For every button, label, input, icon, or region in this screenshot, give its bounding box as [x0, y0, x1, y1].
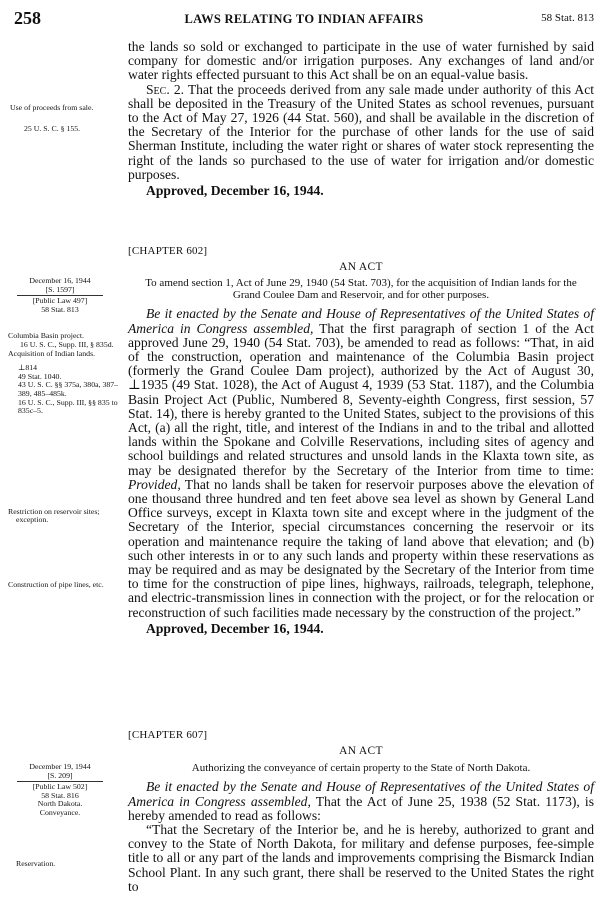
page-number: 258	[14, 8, 41, 28]
margin-note: Construction of pipe lines, etc.	[8, 579, 104, 589]
margin-citation: 16 U. S. C., Supp. III, §§ 835 to 835c–5.	[18, 397, 118, 416]
running-header	[14, 8, 594, 28]
enacting-clause: Be it enacted by the Senate and House of Representatives of the United States of America in Congress assembled,	[128, 306, 594, 336]
margin-note: Conveyance.	[39, 807, 81, 817]
running-title: LAWS RELATING TO INDIAN AFFAIRS	[184, 12, 424, 26]
margin-bill: [S. 209]	[47, 770, 73, 780]
enacting-text: That the Act of June 25, 1938 (52 Stat. 1173), is hereby amended to read as follows:	[128, 793, 594, 823]
act-heading: AN ACT	[339, 261, 383, 274]
margin-note: North Dakota.	[37, 799, 83, 809]
margin-notes-sec2	[0, 104, 120, 133]
section-2-block	[128, 40, 594, 198]
margin-note: Restriction on reservoir sites; exception.	[8, 506, 100, 525]
chapter-602	[128, 244, 594, 636]
margin-citation: 16 U. S. C., Supp. III, § 835d.	[20, 339, 114, 349]
margin-date: December 19, 1944	[29, 762, 91, 771]
stat-reference: 58 Stat. 813	[541, 12, 594, 24]
margin-public-law: [Public Law 502]	[32, 782, 88, 792]
act-purpose: To amend section 1, Act of June 29, 1940 (54 Stat. 703), for the acquisition of Indian lands for the Grand Coulee Dam and Reservoir, and for other purposes.	[145, 277, 577, 302]
margin-citation: 43 U. S. C. §§ 375a, 380a, 387–389, 485–485k.	[18, 380, 119, 398]
paragraph-continuation: the lands so sold or exchanged to participate in the use of water furnished by said company for domestic and/or irrigation purposes. Any exchanges of land and/or water rights effected pursuant to this Act shall be on an equal-value basis.	[128, 39, 594, 83]
amended-text-paragraph: “That the Secretary of the Interior be, and he is hereby, authorized to grant and convey to the State of North Dakota, for military and defense purposes, fee-simple title to all or any part of the lands and improvements comprising the Bismarck Indian School Plant. In any such grant, there shall be reserved to the United States the right to	[128, 822, 594, 894]
enacting-text-part2: That no lands shall be taken for reservoir purposes above the elevation of one thousand three hundred and ten feet above sea level as shown by General Land Office surveys, except in Klaxta town site and except where in the judgment of the Secretary of the Interior, special circumstances concerning the reservoir or its operation and maintenance require the taking of land above that elevation; and (b) such other interests in or to any such lands and property within these reservations as may be required and as may be designated by the Secretary of the Interior from time to time for the construction of pipe lines, highways, railroads, telegraph, telephone, and electric-transmission lines in connection with the project, or for the relocation or reconstruction of such facilities made necessary by the construction of the project.”	[128, 476, 594, 620]
margin-citation: 25 U. S. C. § 155.	[24, 123, 81, 133]
proviso-word: Provided,	[128, 476, 181, 492]
enacting-paragraph	[128, 307, 594, 619]
approval-line: Approved, December 16, 1944.	[146, 183, 324, 199]
section-2-paragraph	[128, 83, 594, 182]
margin-note: Reservation.	[16, 858, 56, 868]
section-label: Sec. 2.	[146, 81, 185, 97]
margin-notes-607	[0, 763, 120, 868]
margin-note: Acquisition of Indian lands.	[8, 348, 96, 358]
act-heading: AN ACT	[339, 745, 383, 758]
margin-notes-602	[0, 277, 120, 590]
margin-public-law: [Public Law 497]	[32, 296, 88, 306]
chapter-heading: [CHAPTER 602]	[128, 245, 208, 257]
chapter-607	[128, 728, 594, 894]
margin-date: December 16, 1944	[29, 276, 91, 285]
section-2-text: That the proceeds derived from any sale made under authority of this Act shall be deposited in the Treasury of the United States as school revenues, pursuant to the Act of May 27, 1926 (44 Stat. 560), and shall be available in the discretion of the Secretary of the Interior for the purchase of other lands for the use of said Sherman Institute, including the water right or shares of water stock representing the right of the lands so purchased to the use of water for irrigation and/or domestic purposes.	[128, 81, 594, 182]
act-purpose: Authorizing the conveyance of certain property to the State of North Dakota.	[191, 762, 531, 775]
margin-stat: 58 Stat. 816	[41, 790, 79, 800]
approval-line: Approved, December 16, 1944.	[146, 620, 324, 636]
chapter-heading: [CHAPTER 607]	[128, 729, 208, 741]
margin-note: Columbia Basin project.	[8, 331, 85, 341]
enacting-text-part1: That the first paragraph of section 1 of the Act approved June 29, 1940 (54 Stat. 703), be amended to read as follows: “That, in aid of the construction, operation and maintenance of the Columbia Basin project (formerly the Grand Coulee Dam project), authorized by the Act of August 30, ⊥1935 (49 Stat. 1028), the Act of August 4, 1939 (53 Stat. 1187), and the Columbia Basin Project Act (Public, Numbered 8, Seventy-eighth Congress, first session, 57 Stat. 14), there is hereby granted to the United States, subject to the provisions of this Act, (a) all the right, title, and interest of the Indians in and to the tribal and allotted lands within the Spokane and Colville Reservations, including sites of agency and school buildings and related structures and unsold lands in the Klaxta town site, as may be designated therefor by the Secretary of the Interior from time to time:	[128, 320, 594, 478]
margin-citation: 49 Stat. 1040.	[18, 371, 62, 381]
margin-page-mark: ⊥814	[18, 363, 38, 373]
margin-stat: 58 Stat. 813	[41, 304, 79, 314]
margin-note: Use of proceeds from sale.	[10, 103, 94, 112]
enacting-paragraph	[128, 780, 594, 823]
enacting-clause: Be it enacted by the Senate and House of Representatives of the United States of America in Congress assembled,	[128, 779, 594, 809]
margin-bill: [S. 1597]	[45, 284, 75, 294]
